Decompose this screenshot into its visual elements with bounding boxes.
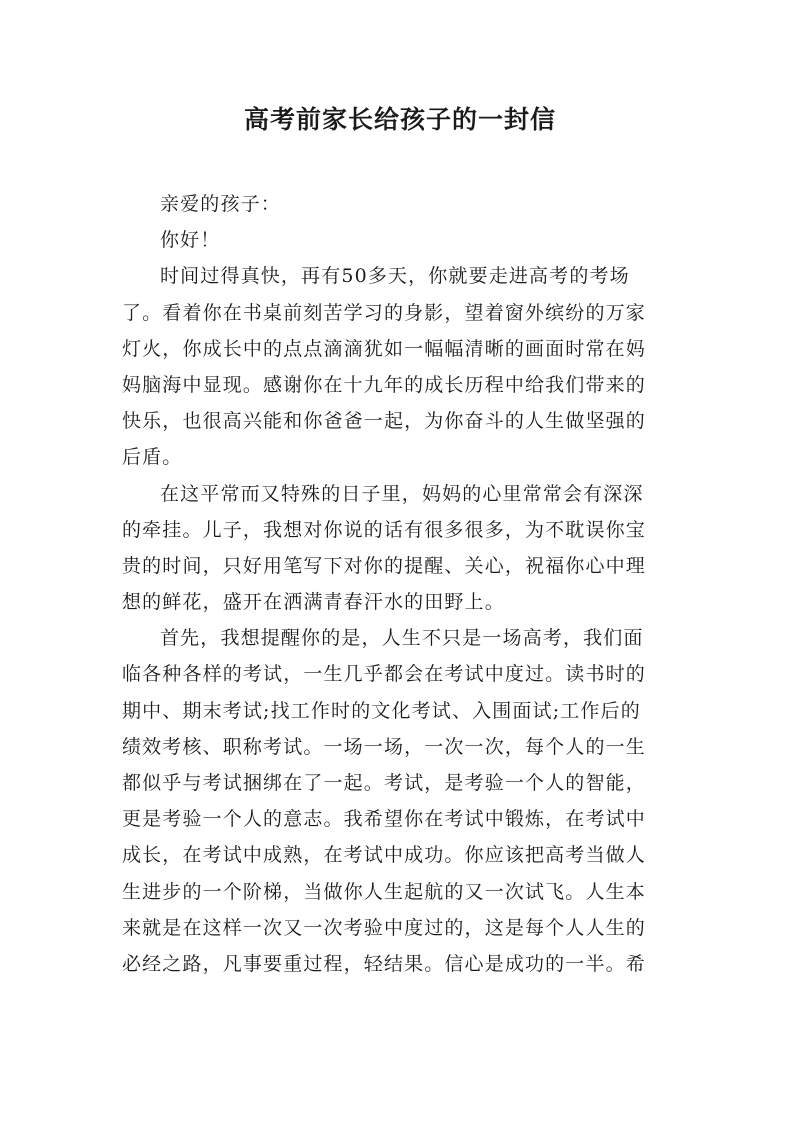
text-line: 时间过得真快，再有50多天，你就要走进高考的考场 — [160, 265, 630, 288]
text-line: 快乐，也很高兴能和你爸爸一起，为你奋斗的人生做坚强的 — [122, 410, 646, 433]
text-line: 的牵挂。儿子，我想对你说的话有很多很多，为不耽误你宝 — [122, 518, 646, 541]
text-line: 期中、期末考试;找工作时的文化考试、入围面试;工作后的 — [122, 699, 641, 722]
text-line: 临各种各样的考试，一生几乎都会在考试中度过。读书时的 — [122, 663, 646, 686]
text-line: 生进步的一个阶梯，当做你人生起航的又一次试飞。人生本 — [122, 880, 646, 903]
text-line: 灯火，你成长中的点点滴滴犹如一幅幅清晰的画面时常在妈 — [122, 337, 646, 360]
text-line: 你好！ — [160, 229, 221, 252]
text-line: 了。看着你在书桌前刻苦学习的身影，望着窗外缤纷的万家 — [122, 301, 646, 324]
text-line: 首先，我想提醒你的是，人生不只是一场高考，我们面 — [160, 627, 644, 650]
text-line: 来就是在这样一次又一次考验中度过的，这是每个人人生的 — [122, 916, 646, 939]
text-line: 都似乎与考试捆绑在了一起。考试，是考验一个人的智能， — [122, 772, 646, 794]
text-line: 必经之路，凡事要重过程，轻结果。信心是成功的一半。希 — [122, 952, 646, 975]
text-line: 在这平常而又特殊的日子里，妈妈的心里常常会有深深 — [160, 482, 644, 505]
text-line: 妈脑海中显现。感谢你在十九年的成长历程中给我们带来的 — [122, 373, 646, 396]
text-line: 更是考验一个人的意志。我希望你在考试中锻炼，在考试中 — [122, 808, 646, 831]
text-line: 绩效考核、职称考试。一场一场，一次一次，每个人的一生 — [122, 735, 646, 758]
letter-body — [122, 186, 682, 982]
text-line: 想的鲜花，盛开在洒满青春汗水的田野上。 — [122, 591, 505, 614]
text-line: 成长，在考试中成熟，在考试中成功。你应该把高考当做人 — [122, 844, 646, 867]
text-line: 贵的时间，只好用笔写下对你的提醒、关心，祝福你心中理 — [122, 554, 646, 577]
text-line: 后盾。 — [122, 446, 183, 469]
text-line: 亲爱的孩子： — [160, 193, 281, 215]
document-title: 高考前家长给孩子的一封信 — [243, 105, 556, 134]
